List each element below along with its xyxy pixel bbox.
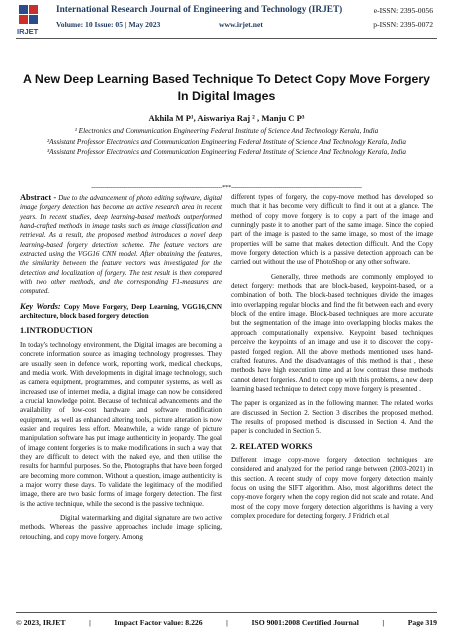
footer-copyright: © 2023, IRJET [16,618,66,627]
intro-paragraph-1: In today's technology environment, the Digital images are becoming a concrete information source as imaging technology progresses. They are usually seen in defence work, reporting work, medical checkups, and media work. With developments in digital image technology, such as camera equipment, programmes, and computer systems, as well as increased use of internet media, a digital image can now be considered a crucial knowledge point. Because of technical advancements and the availability of low-cost hardware and software modification equipment, as well as enhanced altering tools, picture alteration is now easier and requires less effort. Meanwhile, a wide range of picture manipulation software has put image authenticity in jeopardy. The goal of image content forgeries is to make modifications in such a way that they are difficult to detect with the naked eye, and then utilise the results for harmful purposes. So the, Photographs that have been forged are becoming more common. Without a question, image authenticity is a major worry these days. To validate the legitimacy of the modified image, there are two basic forms of image forgery detection. The first is the active technique, while the second is the passive technique. [20,340,222,508]
author-affiliations [20,126,433,158]
footer-page-number: Page 319 [407,618,437,627]
journal-footer [16,618,437,627]
affiliation-3: ³Assistant Professor Electronics and Communication Engineering Federal Institute of Science And Technology Kerala, India [47,148,406,157]
journal-title: International Research Journal of Engineering and Technology (IRJET) [56,5,343,15]
section-heading-introduction: 1.INTRODUCTION [20,326,93,336]
keywords [20,302,222,322]
affiliation-2: ²Assistant Professor Electronics and Communication Engineering Federal Institute of Science And Technology Kerala, India [47,137,406,146]
section-heading-related-works: 2. RELATED WORKS [231,441,313,451]
logo-text: IRJET [17,27,39,36]
footer-divider: | [89,618,91,627]
journal-logo-icon [16,3,46,37]
footer-divider: | [226,618,228,627]
keywords-label: Key Words: [20,301,61,311]
right-paragraph-1: different types of forgery, the copy-move method has developed so much that it has become very difficult to find it out at a glance. The method of copy move forgery is to copy a part of the image and cunningly paste it to another part of the same image. Since the copied part of the image is pasted to the same image, so most of the image properties will be same that makes detection difficult. And the Copy move forgery detection which is a passive detection approach can be carried out without the use of PhotoShop or any other software. [231,193,433,267]
paper-title-line-2: In Digital Images [177,89,276,103]
right-column [231,193,433,526]
footer-impact-factor: Impact Factor value: 8.226 [114,618,203,627]
abstract-text: Due to the advancement of photo editing software, digital image forgery detection has become an active research area in recent years. In recent studies, deep learning-based methods outperformed hand-crafted methods in image tasks such as image classification and retrieval. As a result, the proposed method introduces a novel deep learning-based forgery detection scheme. The feature vectors are extracted using the VGG16 CNN model. After obtaining the features, the similarity between the feature vectors was investigated for the detection and localization of forgery. The test result is then compared with two other methods, and the corresponding F1-measures are computed. [20,194,222,296]
affiliation-1: ¹ Electronics and Communication Engineering Federal Institute of Science And Technology Kerala, India [74,127,379,135]
journal-header [0,0,453,37]
section-separator: ---------------------------------------------------------------------***--------------------------------------------------------------------- [91,184,362,191]
p-issn: p-ISSN: 2395-0072 [373,20,433,29]
footer-rule [16,612,437,613]
keywords-text: Copy Move Forgery, Deep Learning, VGG16,CNN architecture, block based forgery detection [20,302,222,321]
right-paragraph-2: Generally, three methods are commonly employed to detect forgery: methods that are block-based, keypoint-based, or a combination of both. The block-based techniques divide the images into overlapping regular blocks and find the fit between each and every block of the entire image. Block-based techniques are more accurate but the segmentation of the image into overlapping blocks makes the approach computationally expensive. Keypoint based techniques perceive the keypoints of an image and use it to discover the copy-pasted forged region. All the above methods mentioned uses hand-crafted features. And the disadvantages of this method is that , these methods have high execution time and at low contrast these methods cannot detect forgeries. And to cope up with this problems, a new deep learning based technique to detect copy move forgery is presented . [231,272,433,393]
footer-iso: ISO 9001:2008 Certified Journal [251,618,359,627]
related-works-paragraph: Different image copy-move forgery detection techniques are considered and analyzed for the period range between (2003-2021) in this section. A recent study of copy move forgery detection mainly focus on using the SIFT algorithm. Also, most algorithms detect the copy-move forgery when the copy region did not scale and rotate. And most of the copy move forgery detection algorithms is having a very complex procedure for detecting forgery. J Fridrich et.al [231,455,433,520]
footer-divider: | [382,618,385,627]
abstract [20,193,222,297]
abstract-label: Abstract - [20,193,57,202]
e-issn: e-ISSN: 2395-0056 [373,6,433,15]
right-paragraph-3: The paper is organized as in the following manner. The related works are discussed in Section 2. Section 3 discribes the proposed method. The results of proposed method is discussed in Section 4. And the paper is concluded in Section 5. [231,399,433,436]
volume-issue: Volume: 10 Issue: 05 | May 2023 [56,20,161,29]
journal-website-link[interactable]: www.irjet.net [219,20,263,29]
left-column [20,193,222,547]
intro-paragraph-2: Digital watermarking and digital signature are two active methods. Whereas the passive approaches include image splicing, retouching, and copy move forgery. Among [20,514,222,541]
paper-title-line-1: A New Deep Learning Based Technique To Detect Copy Move Forgery [22,72,430,86]
paper-title [20,71,433,105]
paper-authors: Akhila M P¹, Aiswariya Raj ² , Manju C P³ [148,113,305,123]
header-rule [16,38,437,39]
